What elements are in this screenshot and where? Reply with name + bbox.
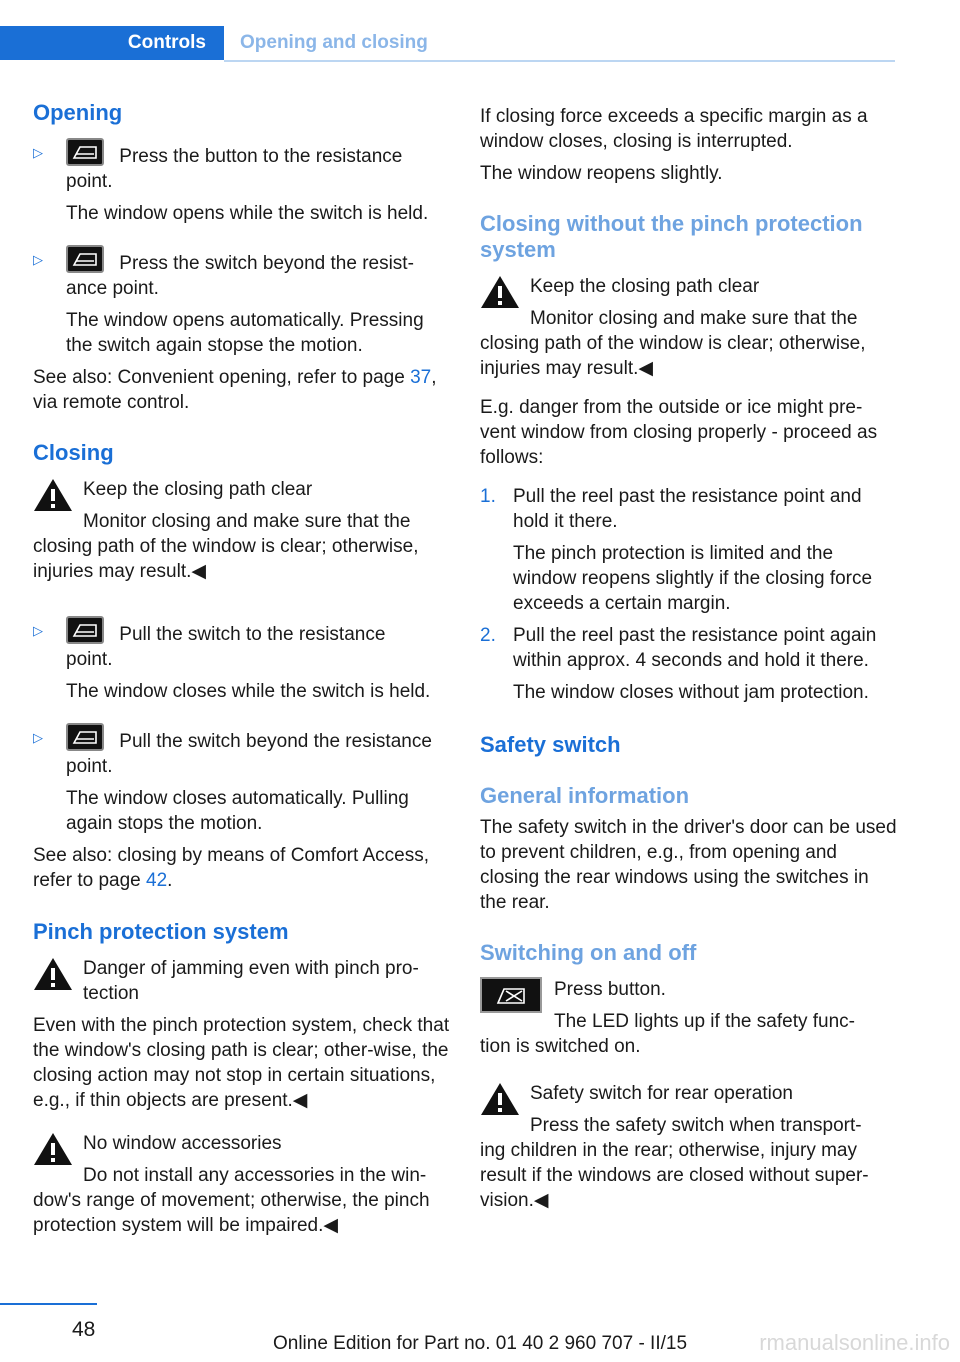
warning-text-cont: closing path of the window is clear; otherwise, injuries may result.◀: [33, 536, 419, 582]
right-column: [480, 100, 898, 1213]
warning-title: Danger of jamming even with pinch pro-: [83, 958, 419, 979]
page-number: 48: [72, 1318, 96, 1341]
warning-icon: [480, 1081, 520, 1117]
warning-title: Keep the closing path clear: [83, 479, 313, 500]
warning-title: No window accessories: [83, 1133, 282, 1154]
left-column: [33, 100, 451, 1238]
step-subtext: The pinch protection is limited and the window reopens slightly if the closing force exceeds a certain margin.: [513, 543, 873, 614]
procedure-intro: E.g. danger from the outside or ice might pre-vent window from closing properly - proceed as follows:: [480, 397, 878, 468]
warning-icon: [480, 274, 520, 310]
warning-text: Even with the pinch protection system, check that the window's closing path is clear; other-wise, the closing action may not stop in certain situations, e.g., if thin objects are present.◀: [33, 1015, 450, 1111]
triangle-bullet-icon: ▷: [33, 730, 43, 745]
warning-text-cont: closing path of the window is clear; otherwise, injuries may result.◀: [480, 333, 866, 379]
warning-accessories: [33, 1131, 451, 1238]
window-switch-icon: [66, 245, 104, 273]
warning-text: Press the safety switch when transport-: [530, 1115, 862, 1136]
triangle-bullet-icon: ▷: [33, 145, 43, 160]
warning-text: Monitor closing and make sure that the: [530, 308, 858, 329]
heading-closing: Closing: [33, 440, 114, 465]
triangle-bullet-icon: ▷: [33, 252, 43, 267]
page-link-37[interactable]: 37: [410, 367, 432, 388]
intro-paragraph-2: The window reopens slightly.: [480, 163, 723, 184]
header-tabs: [0, 26, 895, 62]
bullet-subtext: The window opens while the switch is held.: [66, 203, 429, 224]
footer-edition: Online Edition for Part no. 01 40 2 960 707 - II/15: [272, 1333, 688, 1354]
button-instruction: Press button.: [554, 979, 666, 1000]
button-led-text: The LED lights up if the safety func-: [554, 1011, 855, 1032]
general-info-text: The safety switch in the driver's door can be used to prevent children, e.g., from opening and closing the rear windows using the switches in the rear.: [480, 817, 897, 913]
warning-icon: [33, 477, 73, 513]
tab-opening-and-closing[interactable]: Opening and closing: [240, 32, 428, 53]
button-led-text-cont: tion is switched on.: [480, 1036, 641, 1057]
bullet-closing-1: [33, 616, 451, 704]
triangle-bullet-icon: ▷: [33, 623, 43, 638]
heading-pinch-protection: Pinch protection system: [33, 919, 289, 944]
intro-paragraph: If closing force exceeds a specific margin as a window closes, closing is interrupted.: [480, 106, 868, 152]
tab-controls[interactable]: Controls: [0, 26, 224, 60]
see-also-closing: See also: closing by means of Comfort Access, refer to page 42.: [33, 845, 430, 891]
warning-text-cont: dow's range of movement; otherwise, the pinch protection system will be impaired.◀: [33, 1190, 430, 1236]
heading-switching-on-off: Switching on and off: [480, 940, 697, 965]
warning-text: Do not install any accessories in the win-: [83, 1165, 427, 1186]
bullet-opening-2: [33, 245, 451, 358]
heading-general-information: General information: [480, 783, 690, 808]
warning-title-cont: tection: [83, 983, 139, 1004]
warning-text: Monitor closing and make sure that the: [83, 511, 411, 532]
bullet-text-cont: ance point.: [66, 278, 159, 299]
warning-closing: [33, 477, 451, 584]
step-text: Pull the reel past the resistance point again within approx. 4 seconds and hold it there.: [513, 625, 877, 671]
bullet-opening-1: [33, 138, 451, 226]
bullet-text-cont: point.: [66, 649, 113, 670]
warning-icon: [33, 1131, 73, 1167]
bullet-text: Press the button to the resistance: [119, 146, 403, 167]
bullet-text-cont: point.: [66, 756, 113, 777]
warning-icon: [33, 956, 73, 992]
step-text: Pull the reel past the resistance point and hold it there.: [513, 486, 862, 532]
step-2: [480, 623, 898, 705]
bullet-subtext: The window closes while the switch is held.: [66, 681, 431, 702]
see-also-opening: See also: Convenient opening, refer to page 37, via remote control.: [33, 367, 437, 413]
safety-button-block: [480, 977, 898, 1059]
step-number: 1.: [480, 486, 496, 507]
warning-closing-path: [480, 274, 898, 381]
bullet-text: Press the switch beyond the resist-: [119, 253, 414, 274]
step-subtext: The window closes without jam protection.: [513, 682, 869, 703]
warning-text-cont: ing children in the rear; otherwise, injury may result if the windows are closed without super-vision.◀: [480, 1140, 869, 1211]
warning-title: Keep the closing path clear: [530, 276, 760, 297]
bullet-subtext: The window opens automatically. Pressing the switch again stopse the motion.: [66, 310, 424, 356]
bullet-closing-2: [33, 723, 451, 836]
warning-pinch: [33, 956, 451, 1113]
tab-underline: [224, 60, 895, 62]
footer-rule: [0, 1303, 97, 1305]
window-switch-icon: [66, 616, 104, 644]
bullet-text: Pull the switch beyond the resistance: [119, 731, 432, 752]
bullet-subtext: The window closes automatically. Pulling again stops the motion.: [66, 788, 409, 834]
heading-closing-without-pinch: Closing without the pinch protection system: [480, 211, 863, 262]
warning-title: Safety switch for rear operation: [530, 1083, 793, 1104]
bullet-text-cont: point.: [66, 171, 113, 192]
window-switch-icon: [66, 138, 104, 166]
warning-safety-switch: [480, 1081, 898, 1213]
watermark: rmanualsonline.info: [759, 1330, 950, 1355]
step-number: 2.: [480, 625, 496, 646]
page-link-42[interactable]: 42: [146, 870, 168, 891]
heading-opening: Opening: [33, 100, 123, 125]
heading-safety-switch: Safety switch: [480, 732, 621, 757]
window-switch-icon: [66, 723, 104, 751]
safety-switch-button-icon: [480, 977, 542, 1013]
bullet-text: Pull the switch to the resistance: [119, 624, 386, 645]
step-1: [480, 484, 898, 616]
